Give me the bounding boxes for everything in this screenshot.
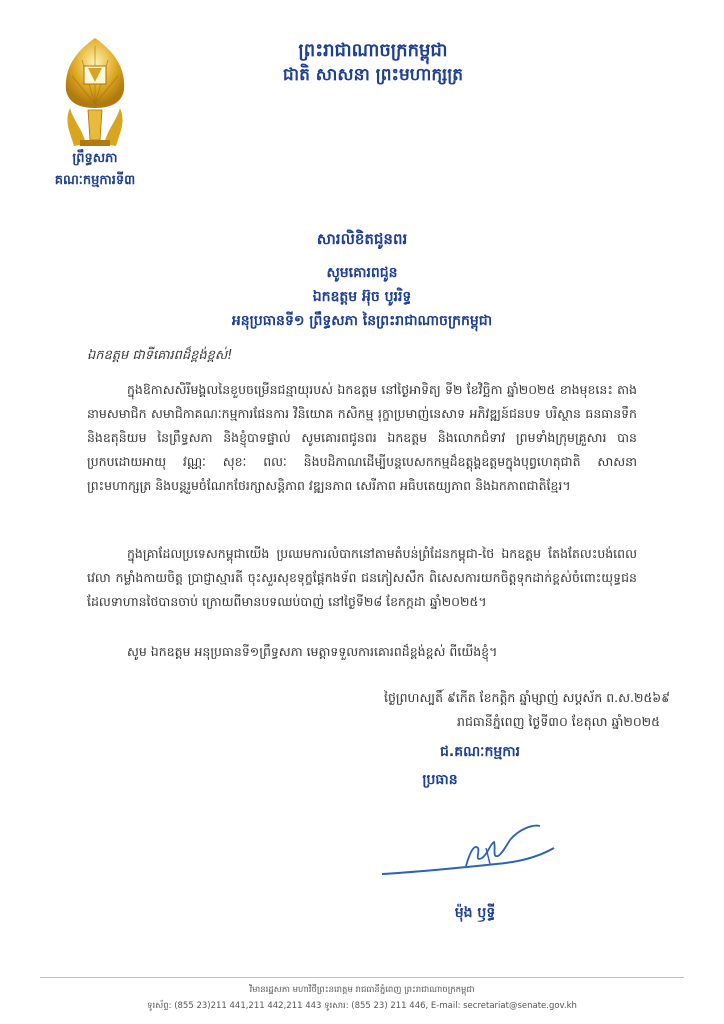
paragraph-closing: សូម ឯកឧត្តម អនុប្រធានទី១ព្រឹទ្ធសភា មេត្តាទទួលការគោរពដ៏ខ្ពង់ខ្ពស់ ពីយើងខ្ញុំ។ (127, 644, 498, 659)
paragraph-border-crisis: ក្នុងគ្រាដែលប្រទេសកម្ពុជាយើង ប្រឈមការលំបាកនៅតាមតំបន់ព្រំដែនកម្ពុជា-ថៃ ឯកឧត្តម តែងតែលះបង់ពេលវេលា កម្លាំងកាយចិត្ត ប្រាជ្ញាស្មារតី ចុះសួរសុខទុក្ខផ្ដែកងទ័ព ជនភៀសសឹក ពិសេសការយកចិត្តទុកដាក់ខ្ពស់ចំពោះយុទ្ធជនដែលទាហានថៃបានចាប់ ក្រោយពីមានបទឈប់បាញ់ នៅថ្ងៃទី២៨ ខែកក្កដា ឆ្នាំ២០២៥។ (87, 546, 637, 609)
signer-name: ម៉ុង ឫទ្ធី (454, 905, 496, 921)
signature-organization: ជ.គណៈកម្មការ (439, 744, 520, 760)
senate-emblem-icon (60, 36, 130, 148)
footer-contact: ទូរស័ព្ទ: (855 23)211 441,211 442,211 443 ទូរសារ: (855 23) 211 446, E-mail: secretariat@senate.gov.kh (147, 1001, 577, 1011)
document-type: សារលិខិតជូនពរ (316, 230, 408, 248)
sender-body: ព្រឹទ្ធសភា (72, 151, 118, 166)
date-lunar: ថ្ងៃព្រហស្បតិ៍ ៩កើត ខែកត្តិក ឆ្នាំម្សាញ់ សប្តស័ក ព.ស.២៥៦៩ (384, 690, 670, 705)
motto-heading: ជាតិ សាសនា ព្រះមហាក្សត្រ (282, 65, 464, 85)
footer-address: វិមានរដ្ឋសភា មហាវិថីព្រះនរោត្តម រាជធានីភ្នំពេញ ព្រះរាជាណាចក្រកម្ពុជា (249, 985, 475, 995)
footer-divider (40, 977, 684, 978)
paragraph-greeting: ក្នុងឱកាសសិរីមង្គលនៃខួបចម្រើនជន្មាយុរបស់ ឯកឧត្តម នៅថ្ងៃអាទិត្យ ទី២ ខែវិច្ឆិកា ឆ្នាំ២០២៥ ខាងមុខនេះ តាងនាមសមាជិក សមាជិកាគណៈកម្មការផែនការ វិនិយោគ កសិកម្ម រុក្ខាប្រមាញ់នេសាទ អភិវឌ្ឍន៍ជនបទ បរិស្ថាន ធនធានទឹក និងឧតុនិយម នៃព្រឹទ្ធសភា និងខ្ញុំបាទផ្ទាល់ សូមគោរពជូនពរ ឯកឧត្តម និងលោកជំទាវ ព្រមទាំងក្រុមគ្រួសារ បានប្រកបដោយអាយុ វណ្ណៈ សុខៈ ពលៈ និងបដិភាណដើម្បីបន្តបេសកកម្មដ៏ឧត្តុង្គឧត្តមក្នុងបុព្វហេតុជាតិ សាសនា ព្រះមហាក្សត្រ និងបន្តរួមចំណែកថែរក្សាសន្តិភាព វឌ្ឍនភាព សេរីភាព អធិបតេយ្យភាព និងឯកភាពជាតិខ្មែរ។ (87, 382, 637, 493)
handwritten-signature (378, 818, 558, 882)
kingdom-heading: ព្រះរាជាណាចក្រកម្ពុជា (298, 40, 448, 61)
respect-line: សូមគោរពជូន (326, 265, 398, 281)
recipient-name: ឯកឧត្តម អ៊ុច បូររិទ្ធ (312, 289, 412, 305)
salutation: ឯកឧត្តម ជាទីគោរពដ៏ខ្ពង់ខ្ពស់! (87, 348, 233, 363)
sender-committee: គណៈកម្មការទី៣ (54, 173, 136, 188)
date-solar: រាជធានីភ្នំពេញ ថ្ងៃទី៣០ ខែតុលា ឆ្នាំ២០២៥ (457, 714, 660, 729)
recipient-title: អនុប្រធានទី១ ព្រឹទ្ធសភា នៃព្រះរាជាណាចក្រកម្ពុជា (231, 313, 493, 329)
signature-title: ប្រធាន (422, 772, 458, 788)
